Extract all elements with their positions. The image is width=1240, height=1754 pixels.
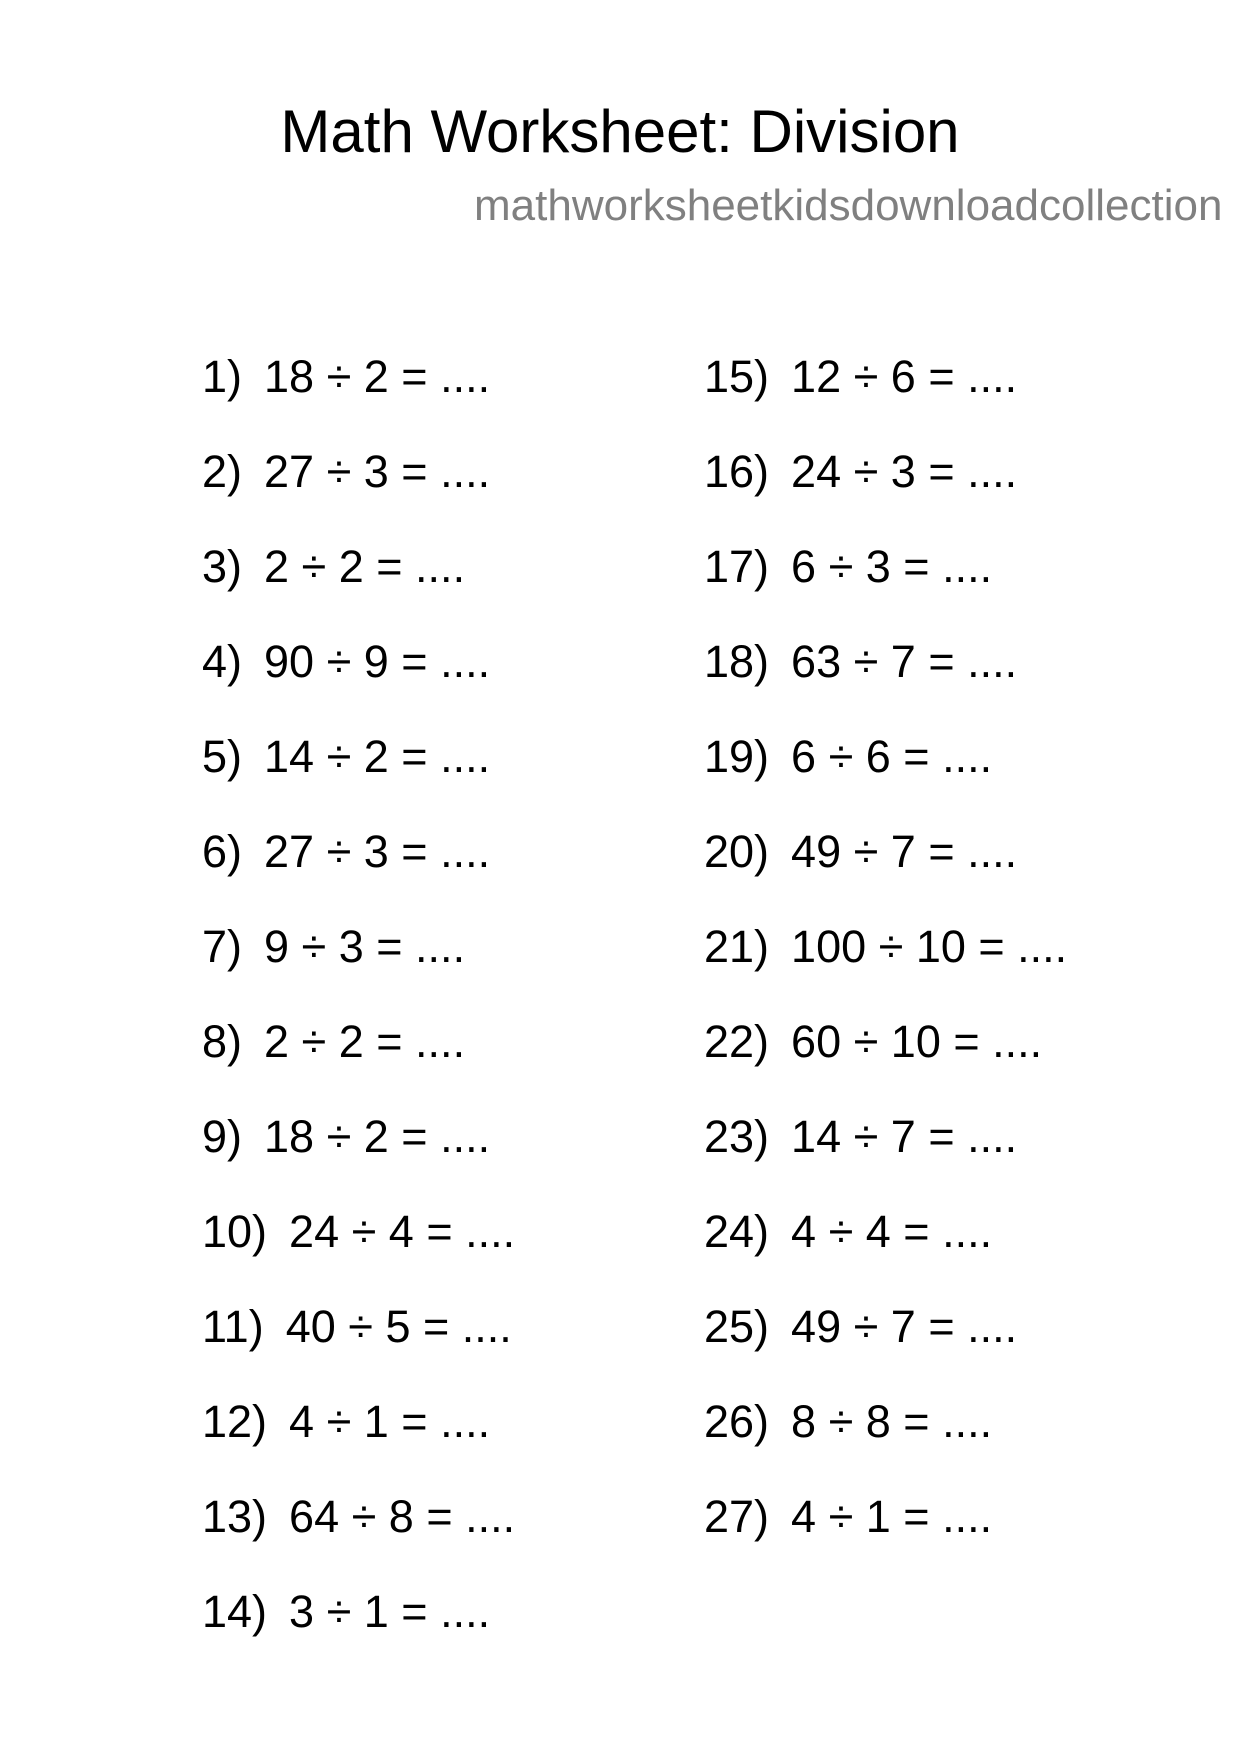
problem-expression: 18 ÷ 2 = .... [264,1111,491,1162]
problem-number: 9) [202,1111,243,1162]
problem-number: 21) [704,921,770,972]
problem-item [202,1579,515,1674]
problem-expression: 40 ÷ 5 = .... [285,1301,512,1352]
problem-expression: 3 ÷ 1 = .... [289,1586,491,1637]
problem-expression: 2 ÷ 2 = .... [264,541,466,592]
problem-number: 7) [202,921,243,972]
problem-item [202,819,515,914]
problem-item [704,914,1067,1009]
problem-item [704,344,1067,439]
problem-number: 6) [202,826,243,877]
problem-number: 22) [704,1016,770,1067]
problem-number: 13) [202,1491,268,1542]
problem-expression: 49 ÷ 7 = .... [791,1301,1018,1352]
problem-item [202,1199,515,1294]
problem-expression: 8 ÷ 8 = .... [791,1396,993,1447]
problem-item [704,534,1067,629]
worksheet-subtitle: mathworksheetkidsdownloadcollection [474,181,1223,230]
problem-expression: 14 ÷ 7 = .... [791,1111,1018,1162]
problem-number: 8) [202,1016,243,1067]
problem-item [202,344,515,439]
problem-number: 24) [704,1206,770,1257]
problem-expression: 2 ÷ 2 = .... [264,1016,466,1067]
problem-expression: 27 ÷ 3 = .... [264,446,491,497]
problems-column-right [704,344,1067,1579]
problem-expression: 49 ÷ 7 = .... [791,826,1018,877]
problem-number: 25) [704,1301,770,1352]
problem-item [202,1009,515,1104]
problem-number: 2) [202,446,243,497]
problem-number: 3) [202,541,243,592]
problem-number: 1) [202,351,243,402]
problem-item [704,1294,1067,1389]
problem-item [202,439,515,534]
problem-number: 20) [704,826,770,877]
problem-number: 18) [704,636,770,687]
problem-item [202,629,515,724]
problem-number: 11) [202,1301,264,1352]
problem-item [704,1389,1067,1484]
problem-item [202,1104,515,1199]
problem-item [704,439,1067,534]
problem-expression: 6 ÷ 3 = .... [791,541,993,592]
problem-number: 17) [704,541,770,592]
problem-expression: 14 ÷ 2 = .... [264,731,491,782]
problem-expression: 12 ÷ 6 = .... [791,351,1018,402]
problem-number: 16) [704,446,770,497]
problem-number: 14) [202,1586,268,1637]
problem-expression: 4 ÷ 1 = .... [289,1396,491,1447]
problem-item [704,1484,1067,1579]
problem-expression: 100 ÷ 10 = .... [791,921,1068,972]
problems-column-left [202,344,515,1674]
worksheet-title: Math Worksheet: Division [280,98,960,165]
problem-expression: 4 ÷ 4 = .... [791,1206,993,1257]
problem-expression: 90 ÷ 9 = .... [264,636,491,687]
problem-item [704,1104,1067,1199]
problem-item [704,1199,1067,1294]
problem-item [202,724,515,819]
problem-number: 12) [202,1396,268,1447]
problem-expression: 63 ÷ 7 = .... [791,636,1018,687]
problem-number: 5) [202,731,243,782]
problem-expression: 64 ÷ 8 = .... [289,1491,516,1542]
problem-expression: 60 ÷ 10 = .... [791,1016,1043,1067]
problem-item [704,724,1067,819]
problem-item [202,1294,515,1389]
problem-expression: 4 ÷ 1 = .... [791,1491,993,1542]
problem-item [202,1389,515,1484]
problem-number: 4) [202,636,243,687]
problem-number: 15) [704,351,770,402]
problem-number: 19) [704,731,770,782]
problem-expression: 24 ÷ 3 = .... [791,446,1018,497]
problem-expression: 18 ÷ 2 = .... [264,351,491,402]
problem-item [202,534,515,629]
problem-item [704,629,1067,724]
problem-expression: 27 ÷ 3 = .... [264,826,491,877]
problem-item [202,914,515,1009]
problem-item [704,819,1067,914]
problem-item [704,1009,1067,1104]
problem-number: 23) [704,1111,770,1162]
problem-number: 26) [704,1396,770,1447]
problem-expression: 6 ÷ 6 = .... [791,731,993,782]
problem-number: 10) [202,1206,268,1257]
problem-item [202,1484,515,1579]
problem-number: 27) [704,1491,770,1542]
problem-expression: 9 ÷ 3 = .... [264,921,466,972]
problem-expression: 24 ÷ 4 = .... [289,1206,516,1257]
